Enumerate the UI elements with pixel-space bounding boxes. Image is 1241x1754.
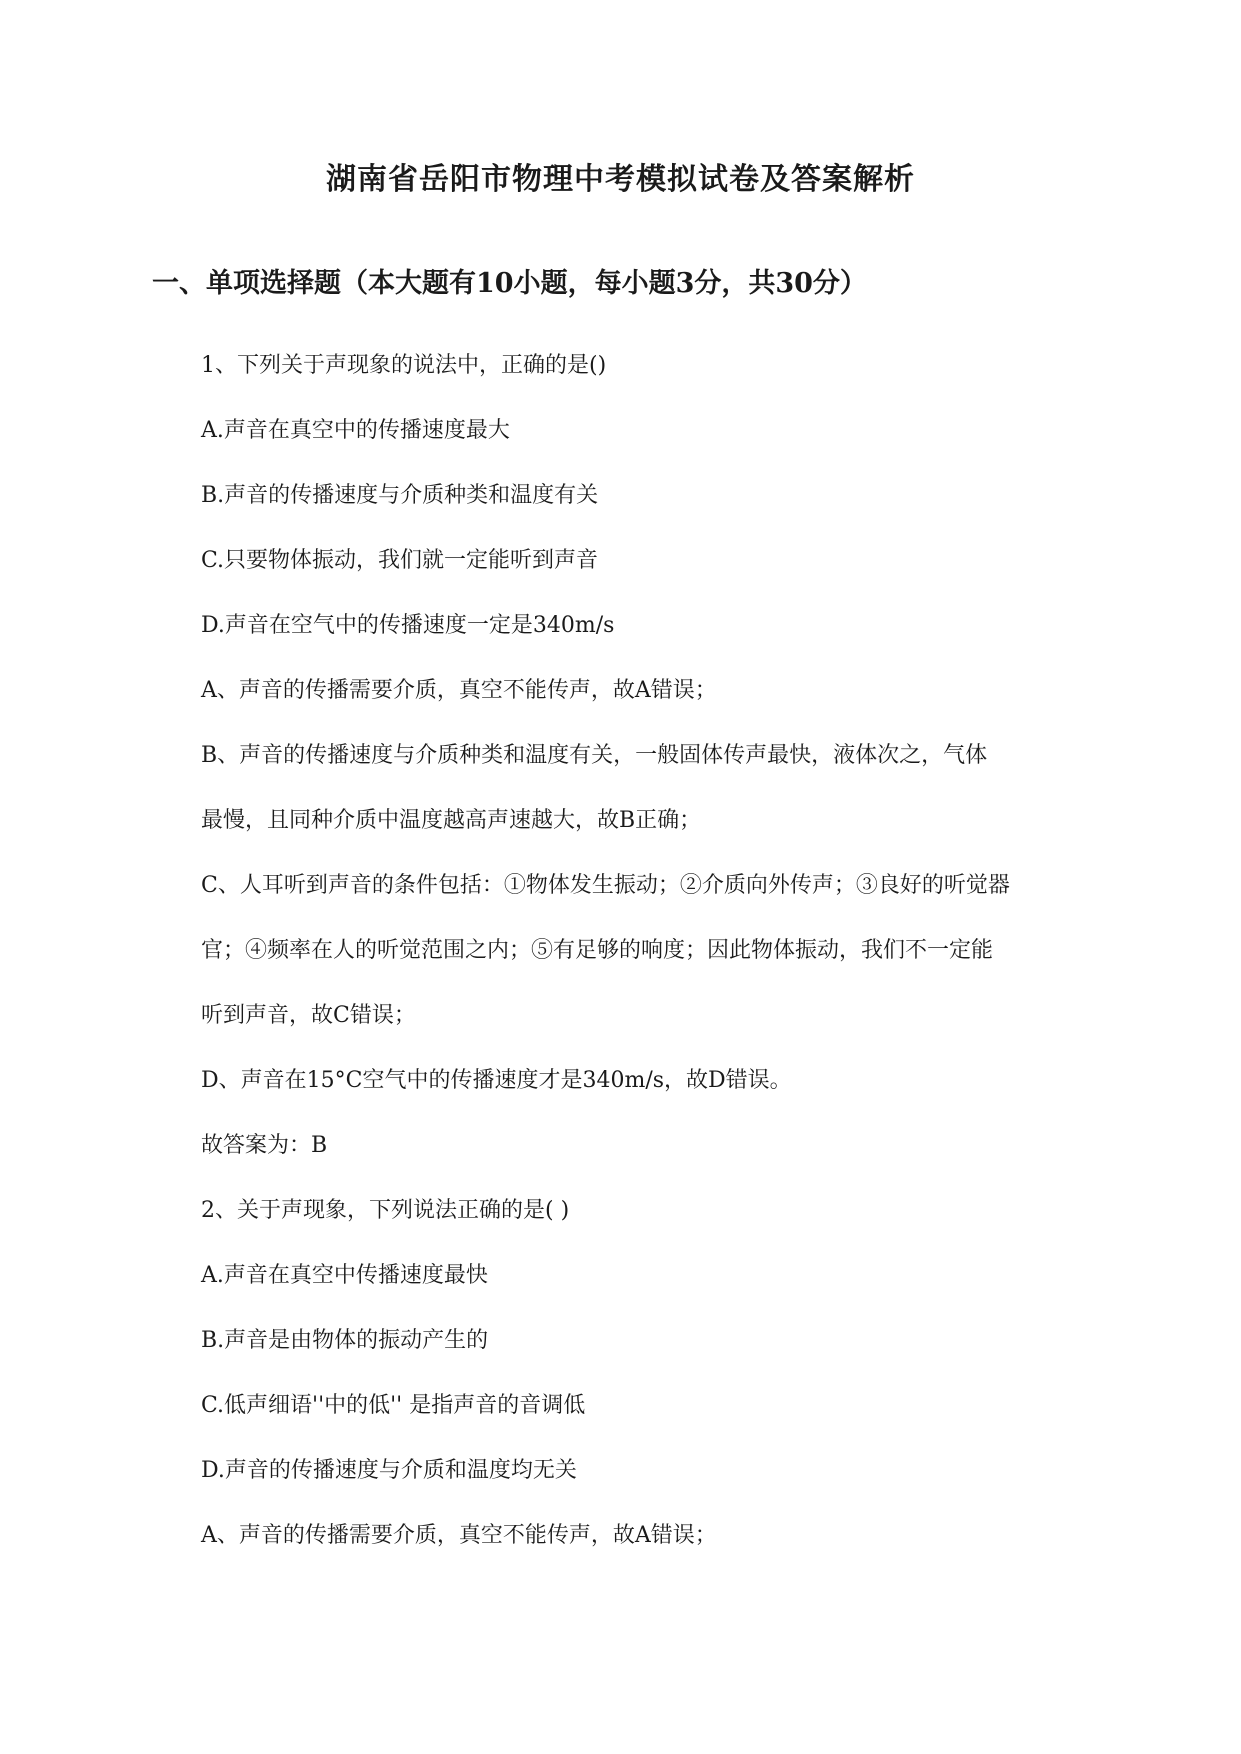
question-2-option-d: D.声音的传播速度与介质和温度均无关 (201, 1458, 577, 1483)
question-2-option-a: A.声音在真空中传播速度最快 (201, 1263, 488, 1288)
question-1-analysis-c-line-1: C、人耳听到声音的条件包括：①物体发生振动；②介质向外传声；③良好的听觉器 (201, 873, 1010, 898)
question-1-analysis-a: A、声音的传播需要介质，真空不能传声，故A错误； (201, 678, 717, 703)
question-2-analysis-a: A、声音的传播需要介质，真空不能传声，故A错误； (201, 1523, 717, 1548)
question-1-answer: 故答案为：B (201, 1133, 328, 1158)
question-1-analysis-c-line-2: 官；④频率在人的听觉范围之内；⑤有足够的响度；因此物体振动，我们不一定能 (201, 938, 994, 963)
question-1-option-c: C.只要物体振动，我们就一定能听到声音 (201, 548, 599, 573)
section-heading: 一、单项选择题（本大题有10小题，每小题3分，共30分） (152, 268, 867, 299)
question-1-option-a: A.声音在真空中的传播速度最大 (201, 418, 510, 443)
question-2-option-b: B.声音是由物体的振动产生的 (201, 1328, 489, 1353)
question-1-analysis-b-line-1: B、声音的传播速度与介质种类和温度有关，一般固体传声最快，液体次之，气体 (201, 743, 988, 768)
question-1-option-b: B.声音的传播速度与介质种类和温度有关 (201, 483, 599, 508)
document-body (201, 348, 1101, 1583)
question-1-stem: 1、下列关于声现象的说法中，正确的是() (201, 353, 607, 378)
question-1-analysis-c-line-3: 听到声音，故C错误； (201, 1003, 416, 1028)
question-1-analysis-d: D、声音在15°C空气中的传播速度才是340m/s，故D错误。 (201, 1068, 792, 1093)
question-2-option-c: C.低声细语''中的低'' 是指声音的音调低 (201, 1393, 586, 1418)
question-2-stem: 2、关于声现象，下列说法正确的是( ) (201, 1198, 570, 1223)
question-1-analysis-b-line-2: 最慢，且同种介质中温度越高声速越大，故B正确； (201, 808, 702, 833)
question-1-option-d: D.声音在空气中的传播速度一定是340m/s (201, 613, 615, 638)
document-title: 湖南省岳阳市物理中考模拟试卷及答案解析 (326, 162, 915, 197)
